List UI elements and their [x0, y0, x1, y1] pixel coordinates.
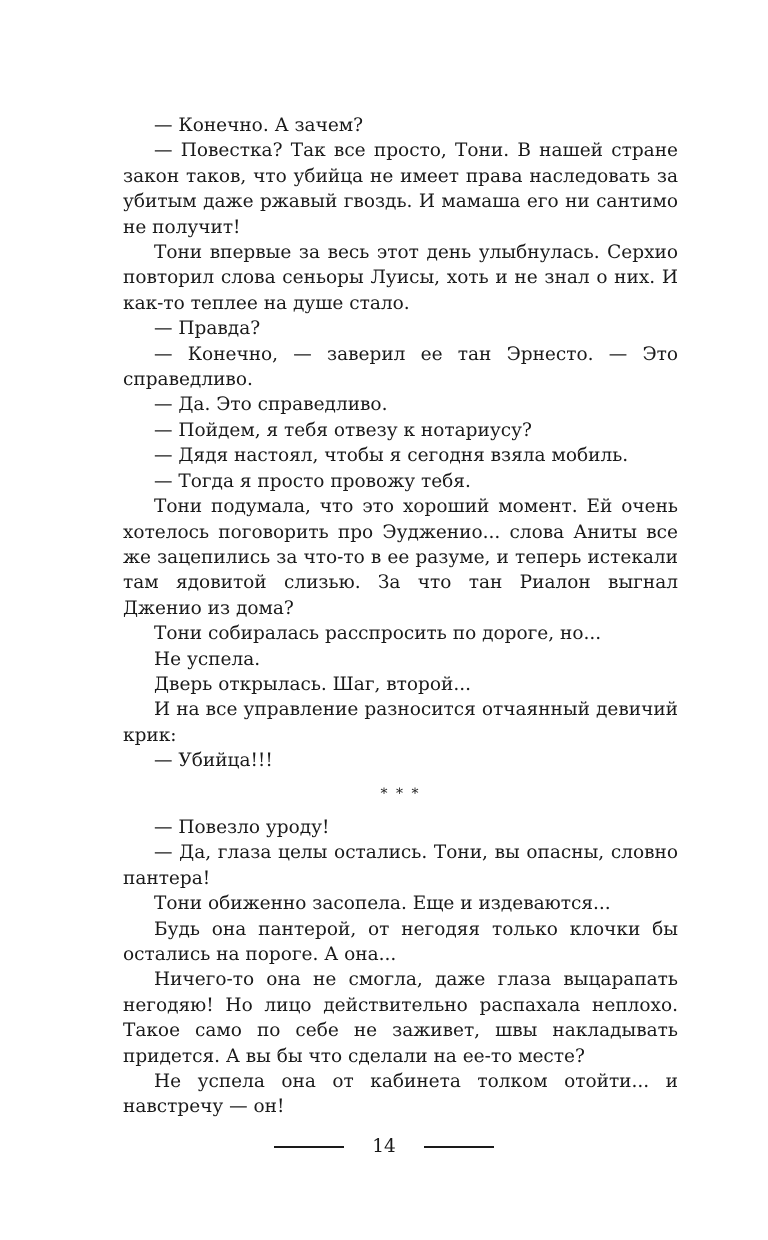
body-text: [123, 113, 678, 1120]
footer-rule-left: [274, 1146, 344, 1148]
paragraph: — Конечно. А зачем?: [154, 115, 364, 136]
paragraph: Тони обиженно засопела. Еще и издеваются...: [154, 893, 611, 915]
page-number: 14: [372, 1136, 396, 1157]
paragraph: Ничего-то она не смогла, даже глаза выцарапать негодяю! Но лицо действительно распахала неплохо. Такое само по себе не заживет, швы накладывать придется. А вы бы что сделали на ее-то месте?: [123, 969, 678, 1067]
section-separator: * * *: [380, 785, 421, 802]
paragraph: — Да, глаза целы остались. Тони, вы опасны, словно пантера!: [123, 842, 678, 889]
paragraph: — Убийца!!!: [154, 750, 273, 772]
paragraph: Будь она пантерой, от негодяя только клочки бы остались на пороге. А она...: [123, 918, 678, 965]
paragraph: — Правда?: [154, 318, 261, 340]
footer-rule-right: [424, 1146, 494, 1148]
paragraph: Дверь открылась. Шаг, второй...: [154, 673, 472, 695]
paragraph: — Конечно, — заверил ее тан Эрнесто. — Это справедливо.: [123, 343, 678, 391]
paragraph: — Пойдем, я тебя отвезу к нотариусу?: [154, 419, 532, 441]
paragraph: — Повестка? Так все просто, Тони. В нашей стране закон таков, что убийца не имеет права наследовать за убитым даже ржавый гвоздь. И мамаша его ни сантимо не получит!: [123, 140, 678, 238]
paragraph: — Тогда я просто провожу тебя.: [154, 470, 471, 492]
paragraph: — Повезло уроду!: [154, 816, 330, 838]
paragraph: — Дядя настоял, чтобы я сегодня взяла мобиль.: [154, 445, 629, 467]
paragraph: И на все управление разносится отчаянный девичий крик:: [123, 699, 678, 746]
paragraph: Тони собиралась расспросить по дороге, но...: [154, 623, 602, 645]
page-footer: [0, 1136, 768, 1157]
paragraph: Не успела.: [154, 648, 261, 670]
paragraph: Тони впервые за весь этот день улыбнулась. Серхио повторил слова сеньоры Луисы, хоть и не знал о них. И как-то теплее на душе стало.: [123, 242, 678, 314]
paragraph: Не успела она от кабинета толком отойти... и навстречу — он!: [123, 1071, 678, 1118]
paragraph: Тони подумала, что это хороший момент. Ей очень хотелось поговорить про Эудженио... слова Аниты все же зацепились за что-то в ее разуме, и теперь истекали там ядовитой слизью. За что тан Риалон выгнал Дженио из дома?: [123, 496, 678, 619]
paragraph: — Да. Это справедливо.: [154, 394, 388, 416]
